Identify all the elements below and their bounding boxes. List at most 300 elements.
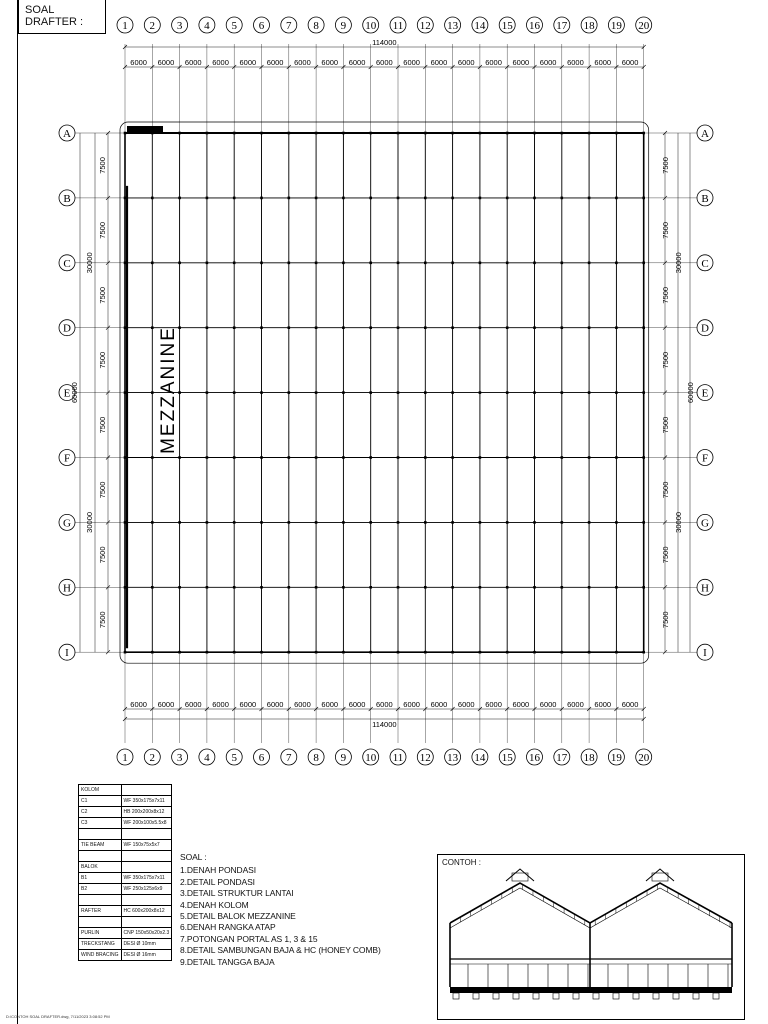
column-marker xyxy=(260,262,263,265)
column-marker xyxy=(506,262,509,265)
column-marker xyxy=(451,262,454,265)
column-marker xyxy=(288,586,291,589)
column-marker xyxy=(315,651,318,654)
column-marker xyxy=(288,456,291,459)
column-marker xyxy=(533,456,536,459)
bay-dimension: 6000 xyxy=(212,58,229,67)
legend-value xyxy=(121,862,172,873)
column-marker xyxy=(424,521,427,524)
column-marker xyxy=(561,326,564,329)
bay-width-dimension: 7500 xyxy=(661,157,670,174)
axis-label: I xyxy=(65,647,69,660)
column-marker xyxy=(451,586,454,589)
bay-dimension: 6000 xyxy=(621,58,639,67)
bay-dimension: 6000 xyxy=(376,58,393,67)
column-marker xyxy=(424,586,427,589)
column-marker xyxy=(533,132,536,135)
column-marker xyxy=(506,197,509,200)
axis-label: 16 xyxy=(529,752,540,764)
column-marker xyxy=(206,197,209,200)
column-marker xyxy=(506,132,509,135)
column-marker xyxy=(424,326,427,329)
legend-key xyxy=(79,829,122,840)
column-marker xyxy=(506,456,509,459)
bay-dimension: 6000 xyxy=(403,58,420,67)
bay-dimension: 6000 xyxy=(594,700,612,709)
legend-key xyxy=(79,917,122,928)
axis-label: 20 xyxy=(638,20,650,32)
column-marker xyxy=(369,456,372,459)
bay-dimension: 6000 xyxy=(321,700,339,709)
task-item: 1.DENAH PONDASI xyxy=(180,865,256,876)
legend-value: DESI Ø 16mm xyxy=(121,950,172,961)
footing xyxy=(633,993,639,999)
column-marker xyxy=(178,651,181,654)
column-marker xyxy=(397,262,400,265)
column-marker xyxy=(479,197,482,200)
column-marker xyxy=(588,326,591,329)
bay-dimension: 6000 xyxy=(212,700,229,709)
axis-label: C xyxy=(701,257,709,270)
column-marker xyxy=(260,132,263,135)
bay-width-dimension: 7500 xyxy=(98,611,107,629)
bay-width-dimension: 7500 xyxy=(98,222,107,239)
axis-label: C xyxy=(63,257,71,270)
column-marker xyxy=(533,391,536,394)
footing xyxy=(493,993,499,999)
column-marker xyxy=(206,456,209,459)
axis-label: 19 xyxy=(610,752,622,764)
bay-dimension: 6000 xyxy=(321,58,339,67)
ground-slab xyxy=(450,987,732,993)
column-marker xyxy=(479,456,482,459)
axis-label: D xyxy=(701,322,709,335)
legend-key: TRECKSTANG xyxy=(79,939,122,950)
axis-label: G xyxy=(63,517,71,530)
column-marker xyxy=(451,521,454,524)
footing xyxy=(713,993,719,999)
column-marker xyxy=(479,132,482,135)
column-marker xyxy=(588,197,591,200)
legend-key: PURLIN xyxy=(79,928,122,939)
column-marker xyxy=(615,586,618,589)
column-marker xyxy=(561,197,564,200)
column-marker xyxy=(342,326,345,329)
roof-rafter xyxy=(450,883,732,923)
bay-dimension: 6000 xyxy=(294,58,311,67)
axis-label: 15 xyxy=(501,752,513,764)
column-marker xyxy=(288,391,291,394)
column-marker xyxy=(451,391,454,394)
column-marker xyxy=(206,586,209,589)
bay-width-dimension: 7500 xyxy=(98,286,107,304)
axis-label: 11 xyxy=(392,20,404,32)
bay-dimension: 6000 xyxy=(157,700,175,709)
bay-width-dimension: 7500 xyxy=(661,222,670,239)
bay-dimension: 6000 xyxy=(130,58,147,67)
column-marker xyxy=(588,132,591,135)
legend-row xyxy=(79,917,172,928)
bay-width-dimension: 7500 xyxy=(98,351,107,369)
axis-label: 17 xyxy=(556,752,568,764)
axis-label: 20 xyxy=(638,752,650,764)
column-marker xyxy=(369,197,372,200)
bay-dimension: 6000 xyxy=(239,58,257,67)
legend-row xyxy=(79,862,172,873)
legend-key: C2 xyxy=(79,807,122,818)
column-marker xyxy=(615,651,618,654)
legend-key xyxy=(79,895,122,906)
column-marker xyxy=(124,651,127,654)
column-marker xyxy=(561,586,564,589)
bay-width-dimension: 7500 xyxy=(661,481,670,499)
column-marker xyxy=(615,456,618,459)
axis-label: 3 xyxy=(176,20,183,32)
column-marker xyxy=(561,651,564,654)
column-marker xyxy=(615,197,618,200)
footing xyxy=(593,993,599,999)
column-marker xyxy=(342,586,345,589)
column-marker xyxy=(397,132,400,135)
material-legend-table xyxy=(78,784,172,961)
column-marker xyxy=(588,391,591,394)
column-marker xyxy=(561,521,564,524)
legend-row xyxy=(79,906,172,917)
axis-label: 12 xyxy=(419,20,431,32)
column-marker xyxy=(233,132,236,135)
column-marker xyxy=(397,521,400,524)
axis-label: A xyxy=(701,128,709,140)
bay-width-dimension: 7500 xyxy=(661,416,670,434)
column-marker xyxy=(561,456,564,459)
column-marker xyxy=(424,197,427,200)
axis-label: 6 xyxy=(258,752,265,764)
legend-value: DESI Ø 10mm xyxy=(121,939,172,950)
legend-value xyxy=(121,829,172,840)
task-item: 7.POTONGAN PORTAL AS 1, 3 & 15 xyxy=(180,933,318,944)
axis-label: H xyxy=(701,582,709,595)
footing xyxy=(453,993,459,999)
axis-label: 4 xyxy=(204,20,210,32)
column-marker xyxy=(342,456,345,459)
column-marker xyxy=(533,197,536,200)
portal-section-example xyxy=(438,855,744,1019)
column-marker xyxy=(506,651,509,654)
file-path-footer: D:\CONTOH SOAL DRAFTER.dwg, 7/11/2023 3:08:52 PM xyxy=(6,1014,110,1019)
axis-label: 7 xyxy=(286,752,292,764)
column-marker xyxy=(397,456,400,459)
mezzanine-label: MEZZANINE xyxy=(158,326,179,454)
column-marker xyxy=(451,326,454,329)
bay-dimension: 6000 xyxy=(512,58,530,67)
column-marker xyxy=(342,651,345,654)
column-marker xyxy=(288,132,291,135)
column-marker xyxy=(615,262,618,265)
legend-row xyxy=(79,807,172,818)
legend-key: B1 xyxy=(79,873,122,884)
legend-row xyxy=(79,939,172,950)
column-marker xyxy=(642,262,645,265)
bay-dimension: 6000 xyxy=(539,58,557,67)
axis-label: 9 xyxy=(340,752,347,764)
axis-label: 19 xyxy=(610,20,622,32)
column-marker xyxy=(151,197,154,200)
bay-width-dimension: 7500 xyxy=(661,286,670,304)
column-marker xyxy=(369,651,372,654)
column-marker xyxy=(288,197,291,200)
footing xyxy=(513,993,519,999)
column-marker xyxy=(642,456,645,459)
column-marker xyxy=(479,262,482,265)
footing xyxy=(533,993,539,999)
column-marker xyxy=(615,132,618,135)
column-marker xyxy=(588,262,591,265)
legend-row xyxy=(79,840,172,851)
column-marker xyxy=(397,651,400,654)
column-marker xyxy=(369,326,372,329)
column-marker xyxy=(479,391,482,394)
column-marker xyxy=(506,586,509,589)
axis-label: 9 xyxy=(340,20,347,32)
bay-width-dimension: 7500 xyxy=(98,481,107,499)
bay-dimension: 6000 xyxy=(539,700,557,709)
legend-key xyxy=(79,851,122,862)
legend-value xyxy=(121,785,172,796)
axis-label: 14 xyxy=(474,20,486,32)
half-width-dimension: 30000 xyxy=(85,511,94,533)
column-marker xyxy=(424,262,427,265)
legend-key: WIND BRACING xyxy=(79,950,122,961)
column-marker xyxy=(642,651,645,654)
legend-key: KOLOM xyxy=(79,785,122,796)
axis-label: B xyxy=(63,192,71,205)
axis-label: 3 xyxy=(176,752,183,764)
column-marker xyxy=(178,132,181,135)
column-marker xyxy=(342,391,345,394)
bay-dimension: 6000 xyxy=(157,58,175,67)
column-marker xyxy=(315,586,318,589)
column-marker xyxy=(288,521,291,524)
bay-dimension: 6000 xyxy=(184,700,202,709)
axis-label: 10 xyxy=(365,20,377,32)
column-marker xyxy=(642,521,645,524)
axis-label: 12 xyxy=(419,752,431,764)
column-marker xyxy=(397,586,400,589)
column-marker xyxy=(233,651,236,654)
column-marker xyxy=(397,326,400,329)
column-marker xyxy=(233,197,236,200)
legend-key: C3 xyxy=(79,818,122,829)
column-marker xyxy=(533,262,536,265)
roof-ventilator xyxy=(506,869,534,881)
column-marker xyxy=(424,456,427,459)
column-marker xyxy=(315,456,318,459)
column-marker xyxy=(260,651,263,654)
task-item: 6.DENAH RANGKA ATAP xyxy=(180,922,276,933)
axis-label: 8 xyxy=(313,752,319,764)
bay-width-dimension: 7500 xyxy=(661,611,670,629)
column-marker xyxy=(642,197,645,200)
half-width-dimension: 30000 xyxy=(674,252,683,274)
column-marker xyxy=(369,521,372,524)
bay-dimension: 6000 xyxy=(567,58,584,67)
stair-block xyxy=(127,126,163,133)
column-marker xyxy=(233,391,236,394)
bay-dimension: 6000 xyxy=(348,58,366,67)
column-marker xyxy=(178,521,181,524)
legend-row xyxy=(79,873,172,884)
axis-label: 1 xyxy=(122,752,128,764)
half-width-dimension: 30000 xyxy=(674,511,683,533)
column-marker xyxy=(397,197,400,200)
column-marker xyxy=(206,262,209,265)
axis-label: 13 xyxy=(447,752,459,764)
column-marker xyxy=(369,132,372,135)
column-marker xyxy=(151,521,154,524)
axis-label: 5 xyxy=(231,752,237,764)
total-length-dimension: 114000 xyxy=(372,720,397,729)
bay-width-dimension: 7500 xyxy=(98,157,107,174)
column-marker xyxy=(288,651,291,654)
column-marker xyxy=(260,586,263,589)
axis-label: 7 xyxy=(286,20,292,32)
column-marker xyxy=(178,262,181,265)
column-marker xyxy=(315,197,318,200)
column-marker xyxy=(533,326,536,329)
legend-value: CNP 150x50x20x2.3 xyxy=(121,928,172,939)
bay-dimension: 6000 xyxy=(266,58,284,67)
column-marker xyxy=(533,521,536,524)
axis-label: 15 xyxy=(501,20,513,32)
total-width-dimension: 60000 xyxy=(70,382,79,404)
axis-label: 18 xyxy=(583,752,595,764)
axis-label: 16 xyxy=(529,20,540,32)
legend-key: C1 xyxy=(79,796,122,807)
axis-label: 14 xyxy=(474,752,486,764)
axis-label: 2 xyxy=(149,20,156,32)
column-marker xyxy=(479,651,482,654)
column-marker xyxy=(506,326,509,329)
column-marker xyxy=(451,132,454,135)
bay-dimension: 6000 xyxy=(403,700,420,709)
axis-label: F xyxy=(701,452,709,465)
task-list xyxy=(180,852,381,968)
column-marker xyxy=(233,521,236,524)
column-marker xyxy=(369,262,372,265)
axis-label: B xyxy=(701,192,709,205)
column-marker xyxy=(315,262,318,265)
column-marker xyxy=(260,521,263,524)
legend-key: BALOK xyxy=(79,862,122,873)
bay-width-dimension: 7500 xyxy=(661,546,670,564)
task-item: 3.DETAIL STRUKTUR LANTAI xyxy=(180,888,294,899)
column-marker xyxy=(178,197,181,200)
axis-label: E xyxy=(701,387,709,400)
axis-label: 11 xyxy=(392,752,404,764)
column-marker xyxy=(588,586,591,589)
column-marker xyxy=(588,651,591,654)
column-marker xyxy=(561,391,564,394)
column-marker xyxy=(533,651,536,654)
footing xyxy=(673,993,679,999)
column-marker xyxy=(479,586,482,589)
bay-dimension: 6000 xyxy=(184,58,202,67)
column-marker xyxy=(642,586,645,589)
column-marker xyxy=(479,326,482,329)
legend-row xyxy=(79,884,172,895)
legend-row xyxy=(79,851,172,862)
column-marker xyxy=(424,132,427,135)
task-list-title: SOAL : xyxy=(180,852,207,862)
column-marker xyxy=(588,456,591,459)
legend-value: WF 250x125x6x9 xyxy=(121,884,172,895)
bay-dimension: 6000 xyxy=(485,700,502,709)
legend-row xyxy=(79,796,172,807)
column-marker xyxy=(233,586,236,589)
axis-label: H xyxy=(63,582,71,595)
sheet-title: SOAL DRAFTER : xyxy=(18,0,106,34)
column-marker xyxy=(424,651,427,654)
column-marker xyxy=(642,132,645,135)
column-marker xyxy=(315,132,318,135)
footing xyxy=(473,993,479,999)
column-marker xyxy=(315,521,318,524)
bay-dimension: 6000 xyxy=(567,700,584,709)
task-item: 8.DETAIL SAMBUNGAN BAJA & HC (HONEY COMB) xyxy=(180,945,381,956)
footing xyxy=(613,993,619,999)
column-marker xyxy=(506,521,509,524)
half-width-dimension: 30000 xyxy=(85,252,94,274)
legend-row xyxy=(79,785,172,796)
column-marker xyxy=(479,521,482,524)
bay-width-dimension: 7500 xyxy=(661,351,670,369)
column-marker xyxy=(615,391,618,394)
column-marker xyxy=(260,456,263,459)
axis-label: 6 xyxy=(258,20,265,32)
column-marker xyxy=(206,132,209,135)
bay-dimension: 6000 xyxy=(348,700,366,709)
legend-value: WF 150x75x5x7 xyxy=(121,840,172,851)
column-marker xyxy=(369,586,372,589)
column-marker xyxy=(369,391,372,394)
bay-dimension: 6000 xyxy=(621,700,639,709)
column-marker xyxy=(342,262,345,265)
example-label: CONTOH : xyxy=(442,858,481,867)
axis-label: I xyxy=(703,647,707,660)
axis-label: 1 xyxy=(122,20,128,32)
axis-label: 13 xyxy=(447,20,459,32)
column-marker xyxy=(561,132,564,135)
bay-width-dimension: 7500 xyxy=(98,546,107,564)
roof-ventilator xyxy=(646,869,674,881)
column-marker xyxy=(642,326,645,329)
legend-row xyxy=(79,895,172,906)
task-item: 5.DETAIL BALOK MEZZANINE xyxy=(180,911,296,922)
column-marker xyxy=(206,326,209,329)
column-marker xyxy=(260,197,263,200)
axis-label: 4 xyxy=(204,752,210,764)
footing xyxy=(653,993,659,999)
legend-row xyxy=(79,818,172,829)
legend-key: TIE BEAM xyxy=(79,840,122,851)
bay-dimension: 6000 xyxy=(266,700,284,709)
axis-label: E xyxy=(63,387,71,400)
column-marker xyxy=(397,391,400,394)
column-marker xyxy=(615,521,618,524)
column-marker xyxy=(561,262,564,265)
column-marker xyxy=(288,262,291,265)
task-item: 2.DETAIL PONDASI xyxy=(180,876,255,887)
